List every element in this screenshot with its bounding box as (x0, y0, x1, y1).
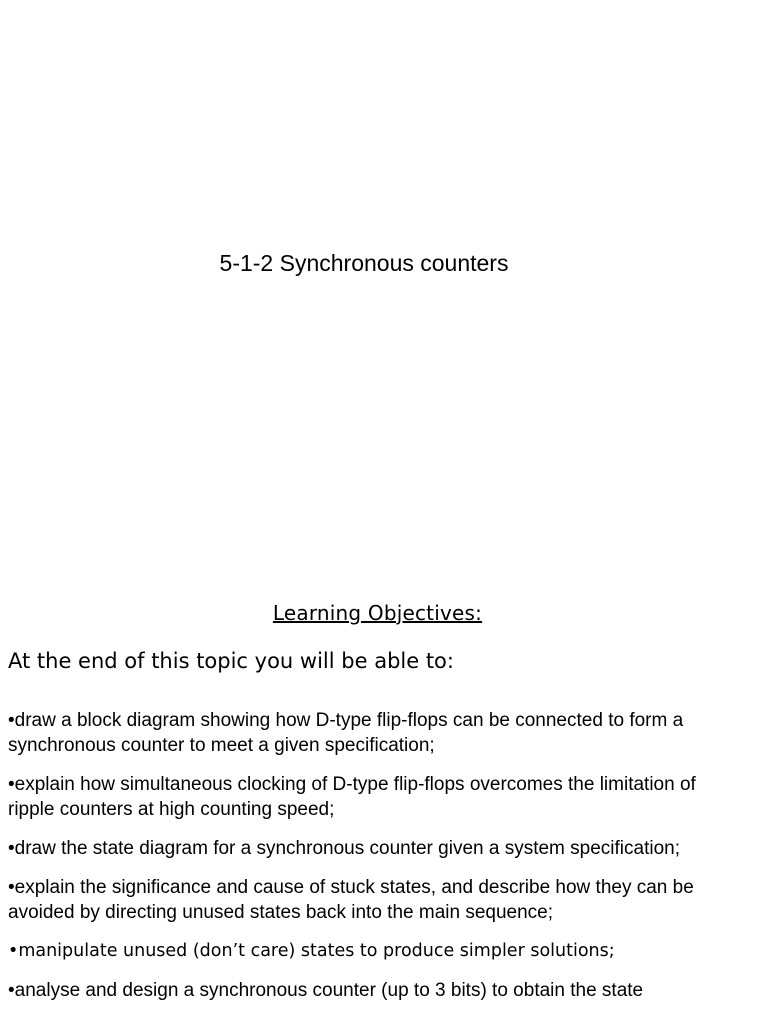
objective-item: •explain the significance and cause of stuck states, and describe how they can be avoided by directing unused states back into the main sequence; (8, 877, 694, 923)
objective-item: •manipulate unused (don’t care) states to produce simpler solutions; (8, 941, 615, 961)
objective-item: •explain how simultaneous clocking of D-type flip-flops overcomes the limitation of ripple counters at high counting speed; (8, 774, 696, 820)
objectives-intro: At the end of this topic you will be able to: (8, 649, 454, 673)
objectives-list (8, 708, 758, 1017)
objective-item: •analyse and design a synchronous counter (up to 3 bits) to obtain the state (8, 980, 644, 1001)
objective-item: •draw a block diagram showing how D-type flip-flops can be connected to form a synchronous counter to meet a given specification; (8, 710, 684, 756)
learning-objectives-heading: Learning Objectives: (272, 601, 483, 625)
page-title: 5-1-2 Synchronous counters (219, 250, 509, 276)
objective-item: •draw the state diagram for a synchronous counter given a system specification; (8, 838, 680, 859)
